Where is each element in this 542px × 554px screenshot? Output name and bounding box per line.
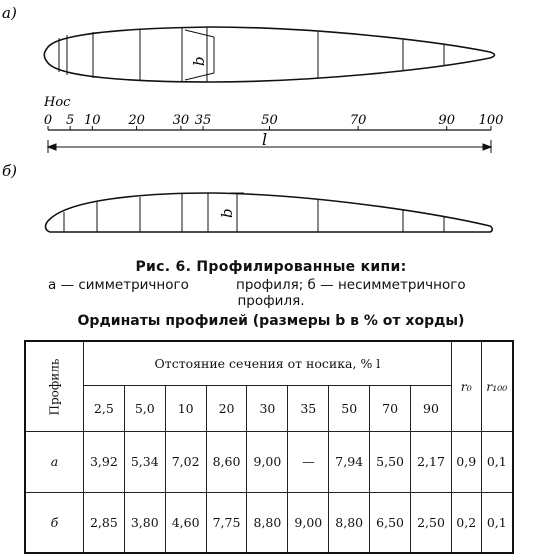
value-cell: 4,60	[165, 492, 206, 553]
symmetric-thickness-label: b	[190, 56, 208, 66]
value-cell: 7,75	[206, 492, 247, 553]
figure-b-label: б)	[2, 162, 18, 180]
value-cell: 9,00	[288, 492, 329, 553]
table-header-row	[25, 341, 513, 385]
r0-cell: 0,2	[451, 492, 481, 553]
station-column-header: 70	[370, 385, 411, 431]
asymmetric-profile-stations	[64, 193, 444, 232]
r0-header	[451, 341, 481, 431]
asymmetric-profile-outline	[46, 193, 493, 232]
r0-header-text: r₀	[460, 378, 472, 394]
station-column-header: 20	[206, 385, 247, 431]
scale-tick-label: 100	[478, 113, 504, 128]
value-cell: 6,50	[370, 492, 411, 553]
profile-header-text: Профиль	[47, 358, 62, 416]
scale-tick-label: 0	[43, 113, 53, 128]
nose-label: Нос	[44, 95, 71, 110]
profile-name-cell	[25, 431, 83, 492]
value-cell: 9,00	[247, 431, 288, 492]
scale-tick-label: 70	[349, 113, 367, 128]
station-column-header: 30	[247, 385, 288, 431]
table-row	[25, 431, 513, 492]
station-columns-row	[25, 385, 513, 431]
value-cell: 3,92	[83, 431, 124, 492]
scale-tick-label: 20	[128, 113, 145, 128]
profile-name-cell	[25, 492, 83, 553]
value-cell: 7,02	[165, 431, 206, 492]
station-column-header: 35	[288, 385, 329, 431]
station-column-header: 50	[329, 385, 370, 431]
value-cell: 5,50	[370, 431, 411, 492]
figure-a-label: а)	[2, 4, 17, 22]
scale-tick-label: 10	[84, 113, 101, 128]
r100-header	[481, 341, 513, 431]
value-cell: 2,17	[411, 431, 452, 492]
figure-caption-line2: профиля.	[237, 293, 305, 309]
value-cell: 5,34	[124, 431, 165, 492]
table-row	[25, 492, 513, 553]
r100-header-text: r₁₀₀	[486, 378, 508, 394]
figure-caption-title: Рис. 6. Профилированные кипи:	[135, 259, 407, 275]
value-cell: 8,80	[329, 492, 370, 553]
caption-part-b: профиля; б — несимметричного	[236, 277, 466, 293]
chord-length-label: l	[262, 130, 268, 149]
symmetric-profile-stations	[59, 27, 444, 82]
profile-column-header	[25, 341, 83, 431]
scale-tick-label: 50	[261, 113, 278, 128]
scale-tick-label: 90	[438, 113, 455, 128]
profile-figures	[0, 0, 542, 260]
value-cell: 8,80	[247, 492, 288, 553]
station-group-header: Отстояние сечения от носика, % l	[83, 341, 451, 385]
station-column-header: 2,5	[83, 385, 124, 431]
scale-tick-label: 5	[66, 113, 75, 128]
station-column-header: 5,0	[124, 385, 165, 431]
value-cell: —	[288, 431, 329, 492]
profile-name: а	[50, 454, 59, 469]
symmetric-profile-outline	[44, 27, 494, 82]
profile-name: б	[50, 514, 59, 530]
value-cell: 3,80	[124, 492, 165, 553]
value-cell: 2,50	[411, 492, 452, 553]
table-title: Ординаты профилей (размеры b в % от хорды)	[77, 313, 465, 329]
chord-dimension-line	[48, 140, 491, 153]
value-cell: 2,85	[83, 492, 124, 553]
r0-cell: 0,9	[451, 431, 481, 492]
r100-cell: 0,1	[481, 492, 513, 553]
ordinates-table	[24, 340, 514, 554]
scale-tick-label: 35	[194, 113, 212, 128]
chord-scale	[44, 113, 504, 130]
caption-part-a: а — симметричного	[48, 277, 189, 293]
value-cell: 7,94	[329, 431, 370, 492]
r100-cell: 0,1	[481, 431, 513, 492]
station-column-header: 90	[411, 385, 452, 431]
station-column-header: 10	[165, 385, 206, 431]
scale-tick-label: 30	[172, 113, 190, 128]
value-cell: 8,60	[206, 431, 247, 492]
asymmetric-thickness-label: b	[218, 208, 236, 218]
